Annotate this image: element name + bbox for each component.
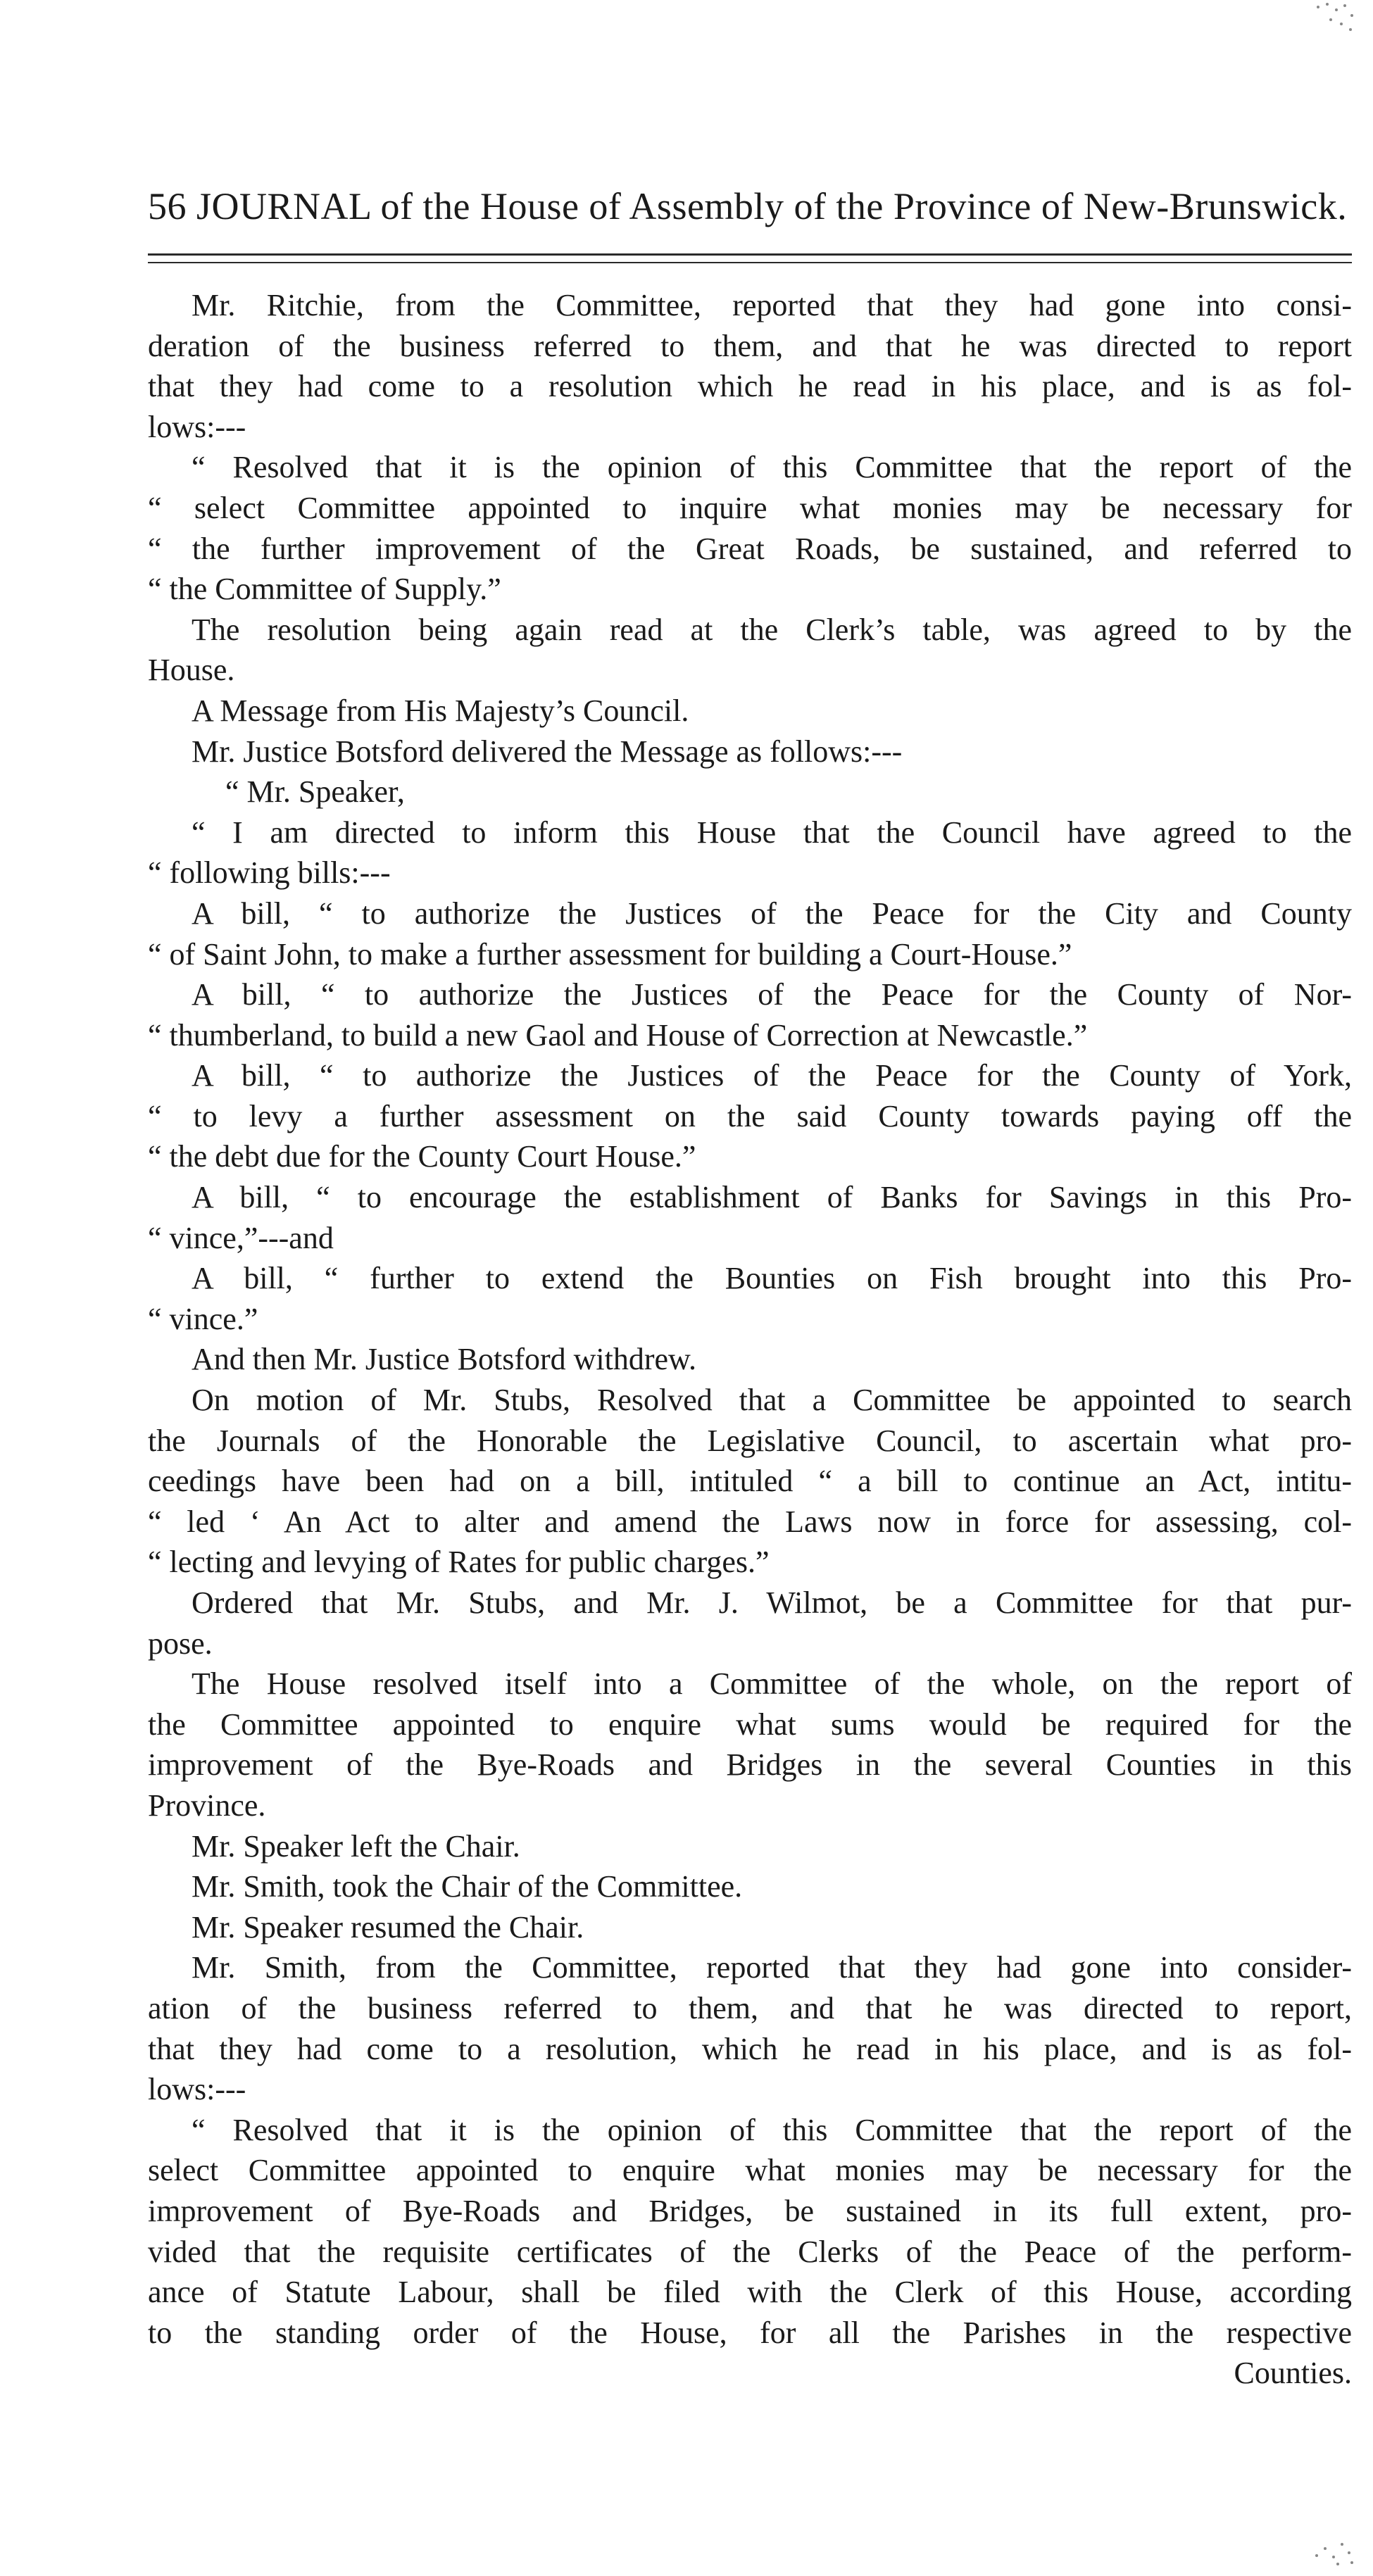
text-line: Counties. <box>1234 2356 1352 2391</box>
text-line: A bill, “ further to extend the Bounties on Fish brought into this Pro- <box>192 1261 1352 1296</box>
corner-ornament-top <box>1310 0 1359 42</box>
text-line: “ I am directed to inform this House that the Council have agreed to the <box>192 815 1352 850</box>
text-line: A bill, “ to authorize the Justices of the Peace for the County of York, <box>192 1058 1352 1093</box>
text-line: lows:--- <box>148 2072 246 2107</box>
text-line: “ select Committee appointed to inquire what monies may be necessary for <box>148 490 1352 525</box>
page-number: 56 <box>148 185 187 227</box>
text-line: Mr. Smith, from the Committee, reported that they had gone into consider- <box>192 1950 1352 1985</box>
text-line: “ Resolved that it is the opinion of this Committee that the report of the <box>192 450 1352 485</box>
text-line: “ vince,”---and <box>148 1220 334 1255</box>
text-line: the Committee appointed to enquire what sums would be required for the <box>148 1707 1352 1742</box>
text-line: ceedings have been had on a bill, intituled “ a bill to continue an Act, intitu- <box>148 1464 1352 1499</box>
text-line: The House resolved itself into a Committee of the whole, on the report of <box>192 1666 1352 1702</box>
text-line: ation of the business referred to them, and that he was directed to report, <box>148 1990 1352 2025</box>
text-line: “ of Saint John, to make a further assessment for building a Court-House.” <box>148 936 1072 972</box>
corner-ornament-bottom <box>1310 2527 1359 2570</box>
text-line: “ following bills:--- <box>148 855 391 891</box>
text-line: A bill, “ to encourage the establishment of Banks for Savings in this Pro- <box>192 1180 1352 1215</box>
text-line: to the standing order of the House, for all the Parishes in the respective <box>148 2315 1352 2350</box>
text-line: “ lecting and levying of Rates for public charges.” <box>148 1545 770 1580</box>
text-line: lows:--- <box>148 409 246 444</box>
text-line: that they had come to a resolution, which he read in his place, and is as fol- <box>148 2031 1352 2066</box>
page-header <box>148 184 1359 228</box>
text-line: “ Mr. Speaker, <box>225 774 405 810</box>
text-line: that they had come to a resolution which he read in his place, and is as fol- <box>148 369 1352 404</box>
text-line: A bill, “ to authorize the Justices of the Peace for the City and County <box>192 896 1352 931</box>
text-line: ance of Statute Labour, shall be filed with the Clerk of this House, according <box>148 2275 1352 2310</box>
text-line: Mr. Smith, took the Chair of the Committee. <box>192 1869 743 1904</box>
header-rule-thin <box>148 262 1352 263</box>
text-line: Mr. Speaker resumed the Chair. <box>192 1909 584 1944</box>
text-line: “ the debt due for the County Court House.” <box>148 1139 696 1174</box>
text-line: Province. <box>148 1788 266 1823</box>
text-line: Mr. Ritchie, from the Committee, reported that they had gone into consi- <box>192 288 1352 322</box>
text-line: Mr. Speaker left the Chair. <box>192 1828 520 1864</box>
body-text <box>148 285 1352 2394</box>
text-line: “ the further improvement of the Great Roads, be sustained, and referred to <box>148 531 1352 566</box>
text-line: vided that the requisite certificates of the Clerks of the Peace of the perform- <box>148 2234 1352 2269</box>
text-line: “ led ‘ An Act to alter and amend the Laws now in force for assessing, col- <box>148 1504 1352 1539</box>
running-title: JOURNAL of the House of Assembly of the Province of New-Brunswick. <box>196 185 1348 227</box>
text-line: On motion of Mr. Stubs, Resolved that a Committee be appointed to search <box>192 1383 1352 1418</box>
text-line: “ to levy a further assessment on the said County towards paying off the <box>148 1098 1352 1133</box>
text-line: select Committee appointed to enquire what monies may be necessary for the <box>148 2153 1352 2188</box>
text-line: improvement of Bye-Roads and Bridges, be sustained in its full extent, pro- <box>148 2193 1352 2228</box>
text-line: “ vince.” <box>148 1301 258 1336</box>
text-line: deration of the business referred to them, and that he was directed to report <box>148 328 1352 363</box>
header-rule-thick <box>148 253 1352 256</box>
text-line: “ Resolved that it is the opinion of this Committee that the report of the <box>192 2112 1352 2147</box>
text-line: pose. <box>148 1626 213 1661</box>
text-line: “ the Committee of Supply.” <box>148 572 501 607</box>
text-line: The resolution being again read at the Clerk’s table, was agreed to by the <box>192 612 1352 647</box>
text-line: A bill, “ to authorize the Justices of the Peace for the County of Nor- <box>192 977 1352 1012</box>
text-line: A Message from His Majesty’s Council. <box>192 693 689 728</box>
text-line: House. <box>148 653 235 688</box>
text-line: improvement of the Bye-Roads and Bridges in the several Counties in this <box>148 1747 1352 1783</box>
text-line: the Journals of the Honorable the Legislative Council, to ascertain what pro- <box>148 1423 1352 1458</box>
text-line: Ordered that Mr. Stubs, and Mr. J. Wilmot, be a Committee for that pur- <box>192 1585 1352 1620</box>
text-line: And then Mr. Justice Botsford withdrew. <box>192 1342 696 1377</box>
text-line: Mr. Justice Botsford delivered the Message as follows:--- <box>192 734 903 769</box>
text-line: “ thumberland, to build a new Gaol and House of Correction at Newcastle.” <box>148 1017 1088 1053</box>
